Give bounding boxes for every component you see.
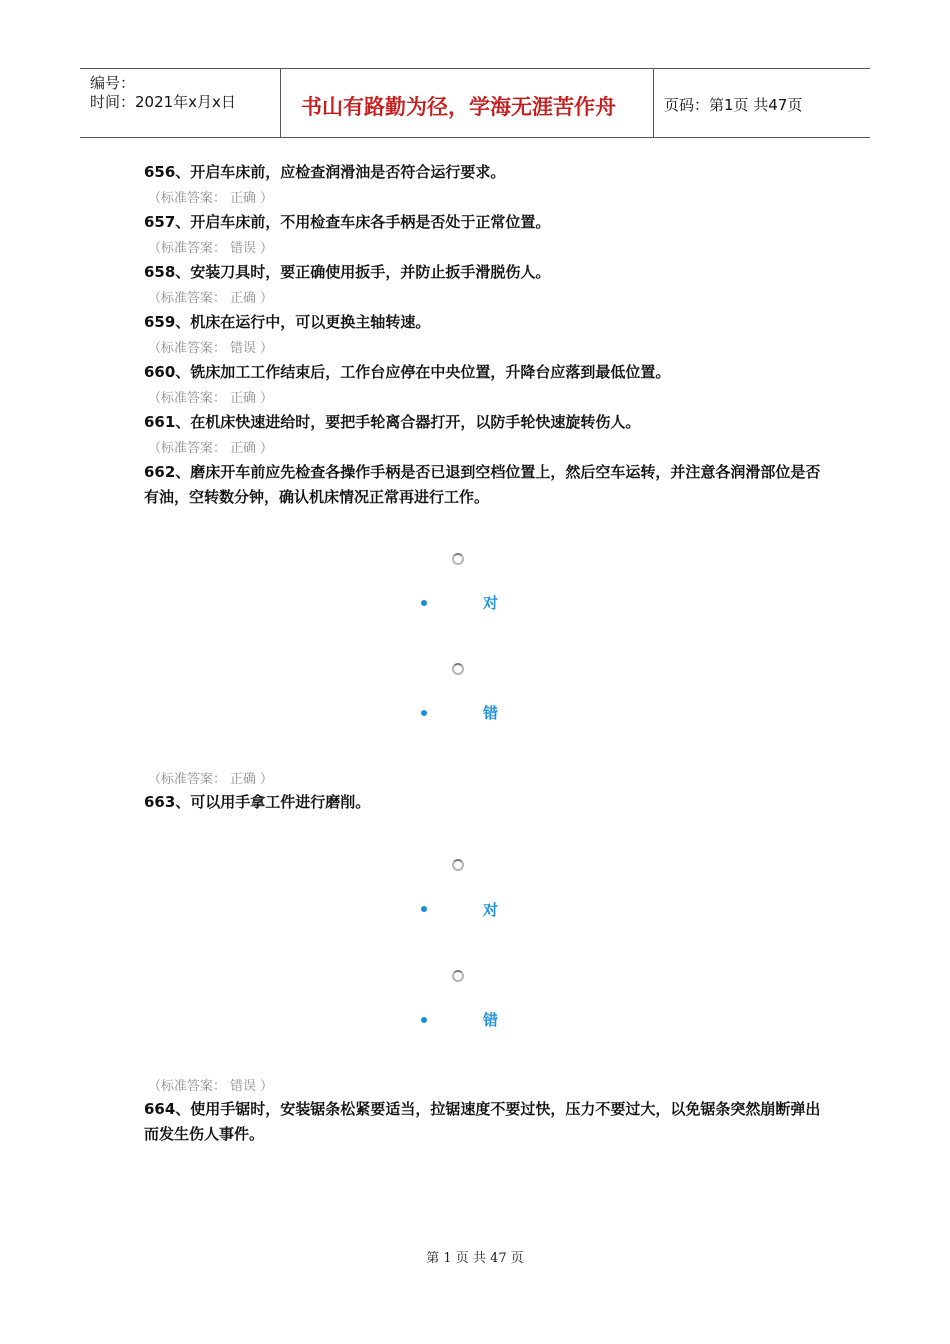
answer-656: （标准答案： 正确 ） [148, 191, 274, 206]
question-657: 657、开启车床前，不用检查车床各手柄是否处于正常位置。 [144, 213, 551, 231]
question-661: 661、在机床快速进给时，要把手轮离合器打开，以防手轮快速旋转伤人。 [144, 413, 641, 431]
question-664: 664、使用手锯时，安装锯条松紧要适当，拉锯速度不要过快，压力不要过大，以免锯条突然崩断弹出而发生伤人事件。 [144, 1100, 821, 1143]
option-663-true[interactable]: 对 [483, 901, 499, 919]
date-label: 时间：2021年x月x日 [90, 93, 236, 111]
number-label: 编号： [90, 74, 136, 92]
radio-663-false[interactable] [452, 970, 464, 982]
answer-660: （标准答案： 正确 ） [148, 391, 274, 406]
page-header [80, 68, 870, 138]
option-662-true[interactable]: 对 [483, 594, 499, 612]
answer-659: （标准答案： 错误 ） [148, 341, 274, 356]
question-663: 663、可以用手拿工件进行磨削。 [144, 793, 371, 811]
radio-663-true[interactable] [452, 859, 464, 871]
header-motto-cell [281, 69, 654, 137]
answer-657: （标准答案： 错误 ） [148, 241, 274, 256]
question-662: 662、磨床开车前应先检查各操作手柄是否已退到空档位置上，然后空车运转，并注意各润滑部位是否有油，空转数分钟，确认机床情况正常再进行工作。 [144, 463, 821, 506]
bullet-icon [421, 1017, 427, 1023]
question-656: 656、开启车床前，应检查润滑油是否符合运行要求。 [144, 163, 506, 181]
header-page-cell [654, 69, 870, 137]
question-660: 660、铣床加工工作结束后，工作台应停在中央位置，升降台应落到最低位置。 [144, 363, 671, 381]
question-659: 659、机床在运行中，可以更换主轴转速。 [144, 313, 431, 331]
bullet-icon [421, 906, 427, 912]
option-662-false[interactable]: 错 [483, 704, 499, 722]
page-info: 页码：第1页 共47页 [664, 96, 803, 114]
motto: 书山有路勤为径，学海无涯苦作舟 [301, 94, 616, 119]
radio-662-false[interactable] [452, 663, 464, 675]
answer-661: （标准答案： 正确 ） [148, 441, 274, 456]
header-meta-cell [80, 69, 281, 137]
answer-663: （标准答案： 错误 ） [148, 1079, 274, 1094]
radio-662-true[interactable] [452, 553, 464, 565]
answer-658: （标准答案： 正确 ） [148, 291, 274, 306]
bullet-icon [421, 600, 427, 606]
option-663-false[interactable]: 错 [483, 1011, 499, 1029]
question-658: 658、安装刀具时，要正确使用扳手，并防止扳手滑脱伤人。 [144, 263, 551, 281]
answer-662: （标准答案： 正确 ） [148, 772, 274, 787]
page-footer: 第 1 页 共 47 页 [426, 1251, 524, 1266]
bullet-icon [421, 710, 427, 716]
